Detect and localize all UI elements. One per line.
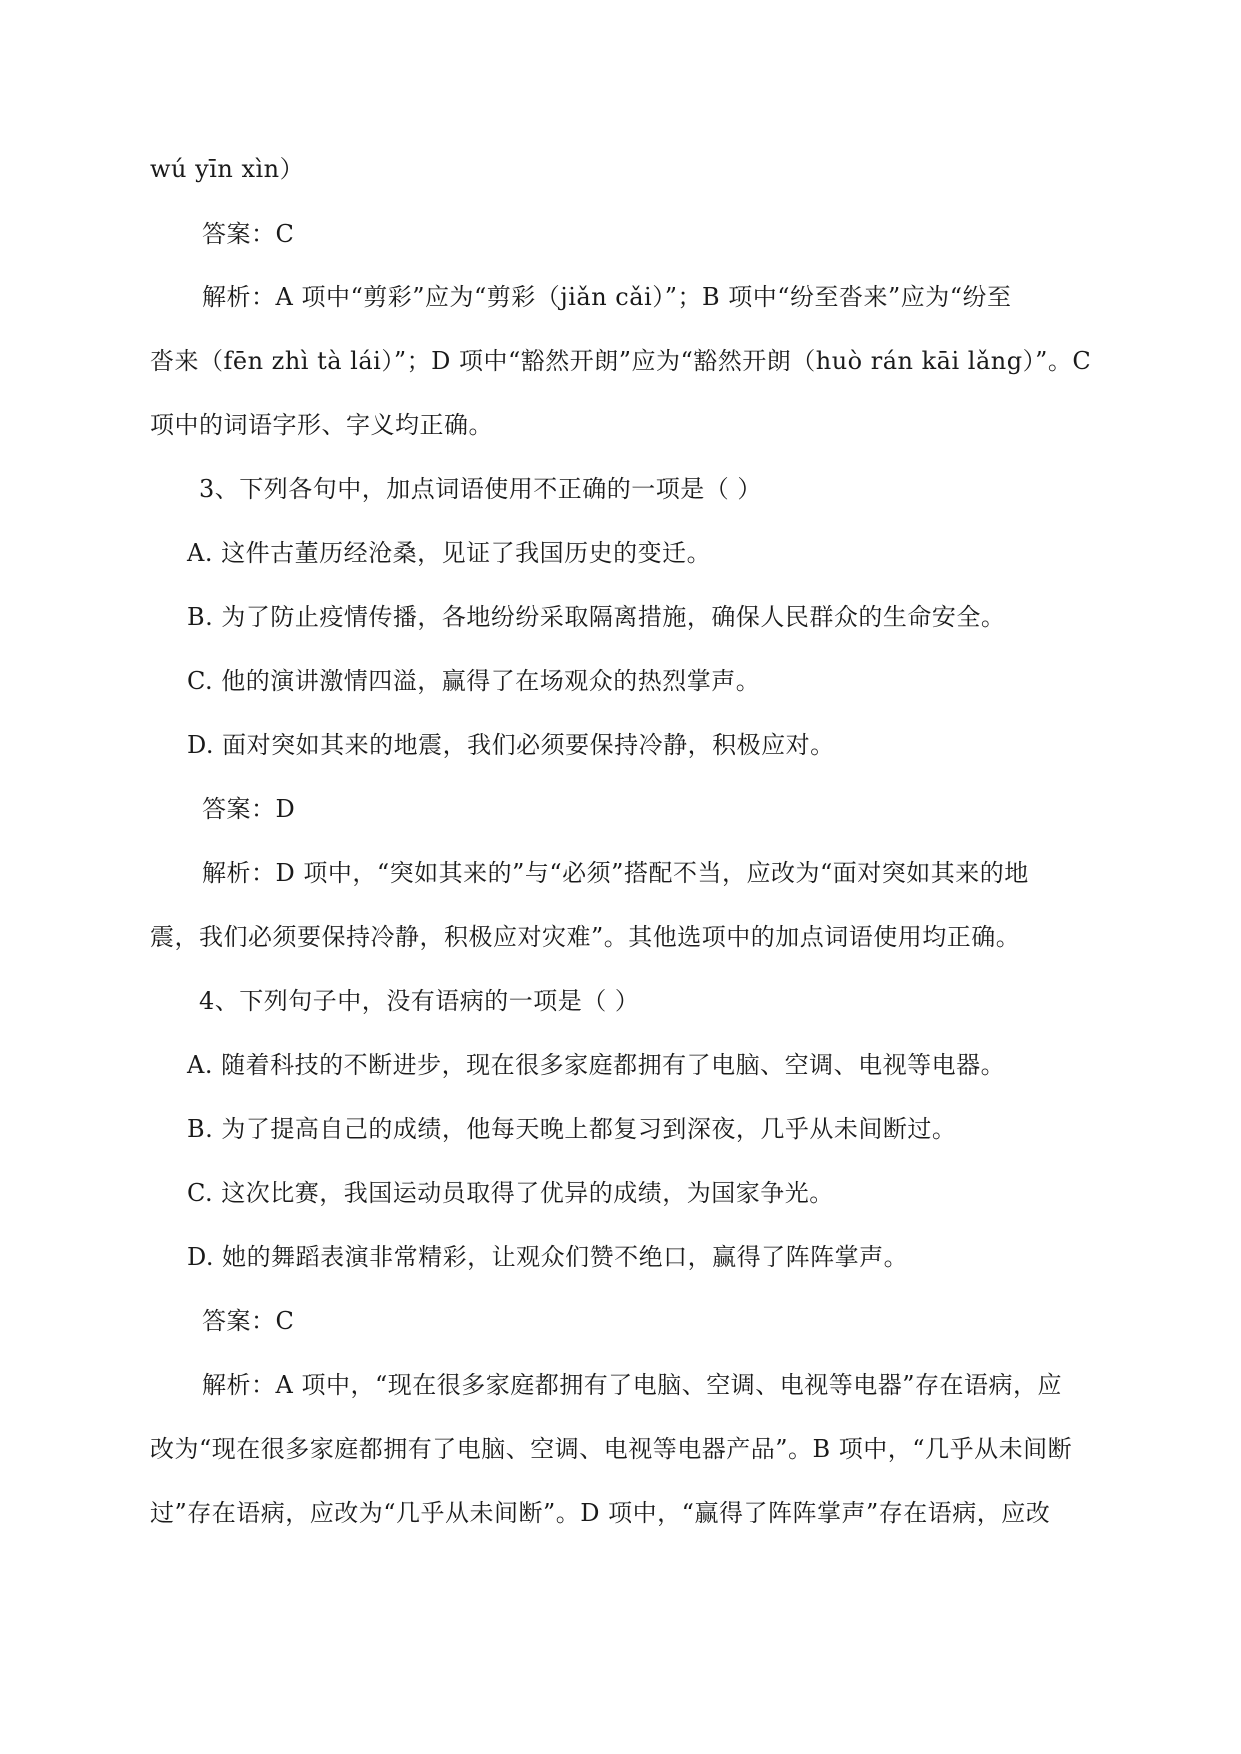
option-b: B. 为了提高自己的成绩，他每天晚上都复习到深夜，几乎从未间断过。 bbox=[187, 1115, 957, 1143]
analysis-line: 解析：A 项中“剪彩”应为“剪彩（jiǎn cǎi）”；B 项中“纷至沓来”应为“纷至 bbox=[202, 283, 1012, 311]
answer-line: 答案：C bbox=[202, 220, 295, 248]
text-line: 震，我们必须要保持冷静，积极应对灾难”。其他选项中的加点词语使用均正确。 bbox=[150, 923, 1021, 951]
option-c: C. 这次比赛，我国运动员取得了优异的成绩，为国家争光。 bbox=[187, 1179, 834, 1207]
text-line: wú yīn xìn） bbox=[150, 155, 305, 183]
option-d: D. 她的舞蹈表演非常精彩，让观众们赞不绝口，赢得了阵阵掌声。 bbox=[187, 1243, 909, 1271]
text-line: 改为“现在很多家庭都拥有了电脑、空调、电视等电器产品”。B 项中，“几乎从未间断 bbox=[150, 1435, 1073, 1463]
text-line: 沓来（fēn zhì tà lái）”；D 项中“豁然开朗”应为“豁然开朗（huò rán kāi lǎng）”。C bbox=[150, 347, 1092, 375]
analysis-line: 解析：D 项中，“突如其来的”与“必须”搭配不当，应改为“面对突如其来的地 bbox=[202, 859, 1029, 887]
text-line: 过”存在语病，应改为“几乎从未间断”。D 项中，“赢得了阵阵掌声”存在语病，应改 bbox=[150, 1499, 1051, 1527]
option-a: A. 这件古董历经沧桑，见证了我国历史的变迁。 bbox=[187, 539, 712, 567]
analysis-line: 解析：A 项中，“现在很多家庭都拥有了电脑、空调、电视等电器”存在语病，应 bbox=[202, 1371, 1062, 1399]
answer-line: 答案：D bbox=[202, 795, 296, 823]
option-a: A. 随着科技的不断进步，现在很多家庭都拥有了电脑、空调、电视等电器。 bbox=[187, 1051, 1006, 1079]
text-line: 项中的词语字形、字义均正确。 bbox=[150, 411, 493, 439]
answer-line: 答案：C bbox=[202, 1307, 295, 1335]
question-line: 4、下列句子中，没有语病的一项是（ ） bbox=[199, 987, 640, 1015]
option-b: B. 为了防止疫情传播，各地纷纷采取隔离措施，确保人民群众的生命安全。 bbox=[187, 603, 1006, 631]
question-line: 3、下列各句中，加点词语使用不正确的一项是（ ） bbox=[199, 475, 762, 503]
option-c: C. 他的演讲激情四溢，赢得了在场观众的热烈掌声。 bbox=[187, 667, 761, 695]
option-d: D. 面对突如其来的地震，我们必须要保持冷静，积极应对。 bbox=[187, 731, 835, 759]
